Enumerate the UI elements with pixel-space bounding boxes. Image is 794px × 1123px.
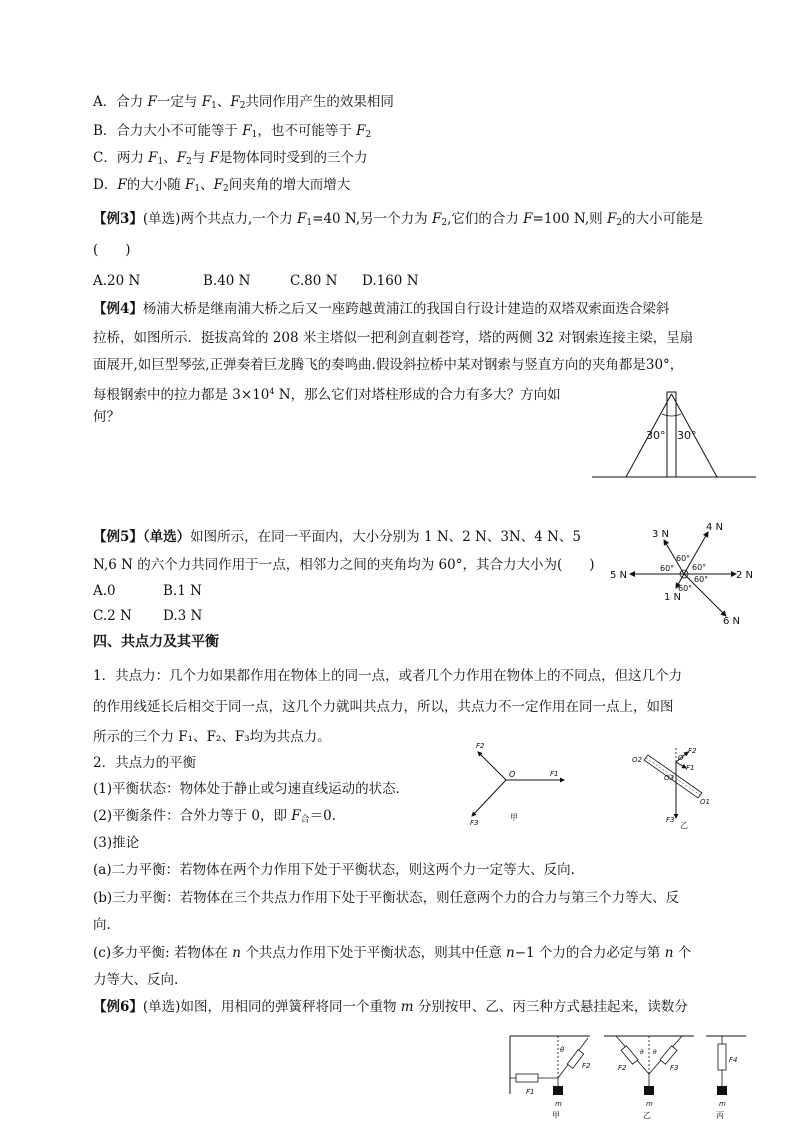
figure-name-a: 甲 [510, 813, 518, 822]
section-p2-title: 2．共点力的平衡 [93, 755, 197, 771]
ex3-blank: ( ) [93, 242, 131, 258]
option-d-text-2: 的大小随 [126, 177, 185, 193]
var-f2: F [356, 123, 366, 139]
var-f1: F [185, 177, 195, 193]
spring-scale-f3 [660, 1046, 677, 1064]
ex5-option-d: D.3 N [163, 608, 203, 624]
figure-label-a: 甲 [552, 1111, 560, 1120]
bridge-tower-figure [588, 382, 758, 482]
label-m-b: m [646, 1100, 653, 1108]
label-o2: O2 [632, 756, 642, 764]
option-c-text-2: 与 [191, 150, 210, 166]
exponent: 4 [269, 387, 275, 396]
var-f: F [291, 808, 301, 824]
spring-scale-f2b [621, 1046, 638, 1064]
label-theta: θ [653, 1049, 657, 1056]
inference-c-line-1 [93, 943, 691, 963]
var-f2: F [176, 150, 187, 166]
angle-left-label: 30° [646, 429, 666, 442]
option-a-text-2: 一定与 [156, 94, 202, 110]
angle-label: 60° [694, 575, 709, 584]
option-c [93, 148, 368, 172]
label-o3: O3 [664, 774, 674, 782]
sub-2: 2 [616, 218, 623, 228]
concurrent-forces-figure-a [462, 738, 572, 826]
label-theta: θ [560, 1046, 565, 1054]
force-f1-arrow [676, 762, 686, 768]
sub-2: 2 [441, 218, 448, 228]
sub-2: 2 [365, 130, 372, 140]
label-f4: F4 [729, 1056, 738, 1064]
ex4-line-3: 面展开,如巨型琴弦,正弹奏着巨龙腾飞的奏鸣曲.假设斜拉桥中某对钢索与竖直方向的夹角都是30°， [93, 357, 684, 373]
figure-label-b: 乙 [643, 1111, 651, 1120]
sep: 、 [163, 150, 177, 166]
ex3-text-2: =40 N,另一个力为 [312, 211, 432, 227]
ex4-line-2: 拉桥，如图所示．挺拔高耸的 208 米主塔似一把利剑直刺苍穹，塔的两侧 32 对钢索连接主梁，呈扇 [93, 330, 694, 346]
var-f2: F [431, 211, 442, 227]
label-3n: 3 N [652, 529, 670, 540]
p2-2-text-2: ＝0. [309, 808, 337, 824]
ex6-tag: 【例6】 [93, 999, 143, 1015]
sub-1: 1 [211, 101, 217, 111]
weight-a [553, 1086, 563, 1095]
ex3-text-3: ,它们的合力 [447, 211, 524, 227]
concurrent-forces-figure-b [630, 748, 730, 830]
six-forces-figure [608, 520, 758, 630]
option-a [93, 92, 394, 116]
label-f2: F2 [618, 1064, 627, 1072]
pc-text-1: (c)多力平衡: 若物体在 [93, 945, 233, 961]
section-p1-line-1: 1．共点力：几个力如果都作用在物体上的同一点，或者几个力作用在物体上的不同点，但这几个力 [93, 668, 683, 684]
ex6-text-1: (单选)如图，用相同的弹簧秤将同一个重物 [142, 999, 401, 1015]
option-d-text-3: 间夹角的增大而增大 [228, 177, 351, 193]
var-n: n [232, 945, 241, 961]
ex4-text-4a: 每根钢索中的拉力都是 3×10 [93, 387, 270, 403]
angle-label: 60° [678, 584, 693, 593]
option-c-text: C．两力 [93, 150, 149, 166]
section-p2-item-1: (1)平衡状态：物体处于静止或匀速直线运动的状态． [93, 781, 410, 797]
sub-1: 1 [157, 157, 164, 167]
inference-c-line-2: 力等大、反向. [93, 972, 179, 988]
spring-scale-f1 [516, 1074, 538, 1082]
figure-name-b: 乙 [680, 821, 688, 830]
ex4-text-1: 杨浦大桥是继南浦大桥之后又一座跨越黄浦江的我国自行设计建造的双塔双索面迭合梁斜 [142, 301, 670, 317]
ex5-type: （单选） [142, 529, 191, 545]
ex5-line-1 [93, 527, 581, 547]
option-c-text-3: 是物体同时受到的三个力 [219, 150, 368, 166]
var-f1: F [297, 211, 307, 227]
var-f1: F [242, 123, 252, 139]
inference-a: (a)二力平衡：若物体在两个力作用下处于平衡状态，则这两个力一定等大、反向. [93, 862, 575, 878]
var-f1: F [201, 94, 212, 110]
var-f2: F [213, 177, 223, 193]
ex5-option-b: B.1 N [163, 583, 202, 599]
ex3-text-5: 的大小可能是 [622, 211, 704, 227]
label-f2: F2 [476, 742, 485, 750]
label-f3: F3 [666, 816, 675, 824]
ex4-line-5: 何？ [93, 409, 120, 425]
sub-1: 1 [194, 184, 201, 194]
sub-1: 1 [306, 218, 313, 228]
angle-label: 60° [692, 563, 707, 572]
option-d [93, 175, 350, 199]
force-f3-arrow [472, 780, 506, 816]
tower-pillar [667, 392, 676, 477]
sub-he: 合 [300, 815, 310, 825]
p2-2-text: (2)平衡条件：合外力等于 0，即 [93, 808, 292, 824]
label-2n: 2 N [736, 570, 754, 581]
pc-text-4: 个 [673, 945, 692, 961]
label-f2: F2 [688, 748, 697, 755]
var-f2: F [230, 94, 240, 110]
pc-text-2: 个共点力作用下处于平衡状态，则其中任意 [240, 945, 507, 961]
ex6-text-2: 分别按甲、乙、丙三种方式悬挂起来，读数分 [413, 999, 688, 1015]
ex4-line-1 [93, 299, 669, 319]
label-o: O [678, 754, 684, 762]
inference-b-line-2: 向. [93, 917, 111, 933]
ex5-line-2: N,6 N 的六个力共同作用于一点，相邻力之间的夹角均为 60°，其合力大小为( ) [93, 557, 595, 573]
ex3-text-1: (单选)两个共点力,一个力 [142, 211, 298, 227]
sub-2: 2 [186, 157, 192, 167]
sub-2: 2 [222, 184, 229, 194]
angle-label: 60° [660, 564, 675, 573]
force-f2-arrow [478, 752, 506, 780]
weight-b [644, 1086, 654, 1095]
section-p2-item-2 [93, 806, 336, 830]
spring-scale-f4 [718, 1044, 726, 1070]
ex3-text-4: =100 N,则 [532, 211, 607, 227]
label-f3: F3 [670, 1064, 679, 1072]
ex3-option-b: B.40 N [203, 273, 251, 289]
var-f: F [117, 177, 127, 193]
ex5-tag: 【例5】 [93, 529, 143, 545]
angle-arc [662, 414, 681, 416]
label-m-c: m [719, 1100, 726, 1108]
label-f1: F1 [526, 1088, 535, 1096]
var-m: m [400, 999, 414, 1015]
option-a-text-3: 共同作用产生的效果相同 [245, 94, 394, 110]
label-o: O [509, 770, 516, 779]
sep: 、 [200, 177, 214, 193]
option-b-text-2: ，也不可能等于 [257, 123, 357, 139]
var-f: F [147, 94, 157, 110]
label-1n: 1 N [664, 592, 682, 603]
ex3-question [93, 209, 703, 233]
section-p1-line-3: 所示的三个力 F₁、F₂、F₃均为共点力。 [93, 729, 331, 745]
pc-text-3: −1 个力的合力必定与第 [514, 945, 665, 961]
angle-right-label: 30° [677, 429, 697, 442]
section-heading: 四、共点力及其平衡 [93, 634, 219, 650]
angle-label: 60° [676, 554, 691, 563]
label-f2: F2 [582, 1062, 591, 1070]
ex3-option-c: C.80 N [290, 273, 338, 289]
option-a-text: A．合力 [93, 94, 148, 110]
label-f1: F1 [550, 770, 559, 778]
label-f3: F3 [470, 819, 479, 826]
weight-c [717, 1086, 727, 1095]
label-o1: O1 [700, 798, 710, 806]
ex5-text-1: 如图所示，在同一平面内，大小分别为 1 N、2 N、3N、4 N、5 [190, 529, 582, 545]
label-6n: 6 N [723, 616, 741, 627]
ex5-option-c: C.2 N [93, 608, 132, 624]
section-p1-line-2: 的作用线延长后相交于同一点，这几个力就叫共点力，所以，共点力不一定作用在同一点上，如图 [93, 699, 674, 715]
sep: 、 [216, 94, 231, 110]
ex5-option-a: A.0 [93, 583, 116, 599]
label-5n: 5 N [610, 570, 628, 581]
var-f: F [523, 211, 533, 227]
ex3-option-a: A.20 N [93, 273, 141, 289]
var-f: F [209, 150, 220, 166]
section-p2-item-3: (3)推论 [93, 835, 140, 851]
var-n: n [664, 945, 674, 961]
ex4-line-4 [93, 382, 561, 405]
label-m-a: m [555, 1100, 562, 1108]
label-theta: θ [640, 1049, 644, 1056]
inference-b-line-1: (b)三力平衡：若物体在三个共点力作用下处于平衡状态，则任意两个力的合力与第三个力等大、反 [93, 890, 680, 906]
sub-2: 2 [239, 101, 246, 111]
ex3-option-d: D.160 N [362, 273, 419, 289]
var-n: n [506, 945, 515, 961]
var-f1: F [148, 150, 158, 166]
label-f1: F1 [686, 764, 695, 772]
ex4-tag: 【例4】 [93, 301, 143, 317]
option-b [93, 121, 371, 145]
option-d-text: D． [93, 177, 118, 193]
spring-scale-figure [508, 1034, 748, 1120]
ex6-line-1 [93, 997, 688, 1017]
var-f2: F [606, 211, 617, 227]
sub-1: 1 [251, 130, 258, 140]
ex3-tag: 【例3】 [93, 211, 143, 227]
ex4-text-4b: N，那么它们对塔柱形成的合力有多大？方向如 [274, 387, 561, 403]
option-b-text: B．合力大小不可能等于 [93, 123, 243, 139]
figure-label-c: 丙 [716, 1111, 724, 1120]
label-4n: 4 N [706, 522, 724, 533]
